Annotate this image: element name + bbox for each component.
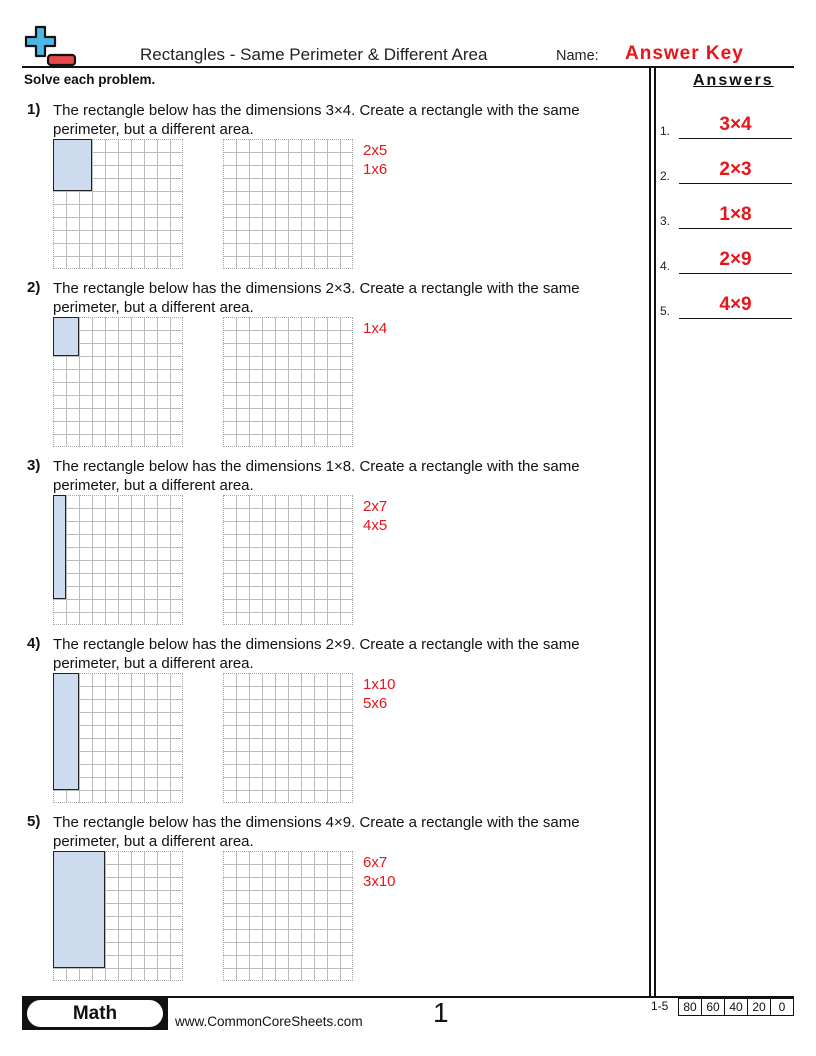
answer-label: 3. xyxy=(660,214,671,228)
score-box: 60 xyxy=(701,998,725,1016)
alternative-answer: 1x4 xyxy=(363,320,388,337)
drawing-grid[interactable] xyxy=(223,139,353,269)
name-value: Answer Key xyxy=(625,43,744,64)
instructions: Solve each problem. xyxy=(24,72,156,87)
drawing-grid[interactable] xyxy=(223,317,353,447)
drawing-grid[interactable] xyxy=(223,673,353,803)
answer-label: 1. xyxy=(660,124,671,138)
alternative-answer: 6x7 xyxy=(363,854,388,871)
alternative-answer: 4x5 xyxy=(363,517,388,534)
problem-number: 4) xyxy=(27,635,41,652)
page-number: 1 xyxy=(433,997,449,1028)
problem-number: 2) xyxy=(27,279,41,296)
problem-number: 5) xyxy=(27,813,41,830)
problem-text: The rectangle below has the dimensions 3×4. Create a rectangle with the same perimeter, but a different area. xyxy=(53,102,580,138)
answer-label: 2. xyxy=(660,169,671,183)
alternative-answer: 2x7 xyxy=(363,498,388,515)
drawing-grid[interactable] xyxy=(223,851,353,981)
score-box: 80 xyxy=(678,998,702,1016)
subject-label: Math xyxy=(27,1000,163,1027)
answer-line xyxy=(679,138,792,139)
header-divider xyxy=(22,66,794,68)
answer-line xyxy=(679,183,792,184)
name-label: Name: xyxy=(556,48,599,64)
answer-line xyxy=(679,228,792,229)
column-divider xyxy=(649,68,651,996)
answer-line xyxy=(679,318,792,319)
worksheet-title: Rectangles - Same Perimeter & Different Area xyxy=(140,45,488,64)
answer-line xyxy=(679,273,792,274)
alternative-answer: 2x5 xyxy=(363,142,388,159)
problem-number: 3) xyxy=(27,457,41,474)
problem-text: The rectangle below has the dimensions 2×3. Create a rectangle with the same perimeter, but a different area. xyxy=(53,280,580,316)
alternative-answer: 1x10 xyxy=(363,676,396,693)
score-box: 20 xyxy=(747,998,771,1016)
problem-text: The rectangle below has the dimensions 1×8. Create a rectangle with the same perimeter, but a different area. xyxy=(53,458,580,494)
answer-label: 5. xyxy=(660,304,671,318)
given-rectangle xyxy=(53,673,79,790)
given-rectangle xyxy=(53,317,79,356)
problem-number: 1) xyxy=(27,101,41,118)
alternative-answer: 3x10 xyxy=(363,873,396,890)
alternative-answer: 5x6 xyxy=(363,695,388,712)
given-rectangle xyxy=(53,495,66,599)
given-rectangle xyxy=(53,851,105,968)
answer-value[interactable]: 3×4 xyxy=(719,114,752,135)
alternative-answer: 1x6 xyxy=(363,161,388,178)
answers-heading: Answers xyxy=(693,72,774,89)
answer-label: 4. xyxy=(660,259,671,273)
answer-value[interactable]: 2×3 xyxy=(719,159,752,180)
plus-minus-logo-icon xyxy=(22,24,80,68)
answer-value[interactable]: 4×9 xyxy=(719,294,752,315)
drawing-grid[interactable] xyxy=(223,495,353,625)
column-divider xyxy=(654,68,656,996)
score-box: 40 xyxy=(724,998,748,1016)
website-link[interactable]: www.CommonCoreSheets.com xyxy=(175,1014,363,1029)
score-range-label: 1-5 xyxy=(651,999,669,1013)
score-box: 0 xyxy=(770,998,794,1016)
problem-text: The rectangle below has the dimensions 2×9. Create a rectangle with the same perimeter, but a different area. xyxy=(53,636,580,672)
answer-value[interactable]: 2×9 xyxy=(719,249,752,270)
problem-text: The rectangle below has the dimensions 4×9. Create a rectangle with the same perimeter, but a different area. xyxy=(53,814,580,850)
given-grid xyxy=(53,495,183,625)
given-rectangle xyxy=(53,139,92,191)
answer-value[interactable]: 1×8 xyxy=(719,204,752,225)
